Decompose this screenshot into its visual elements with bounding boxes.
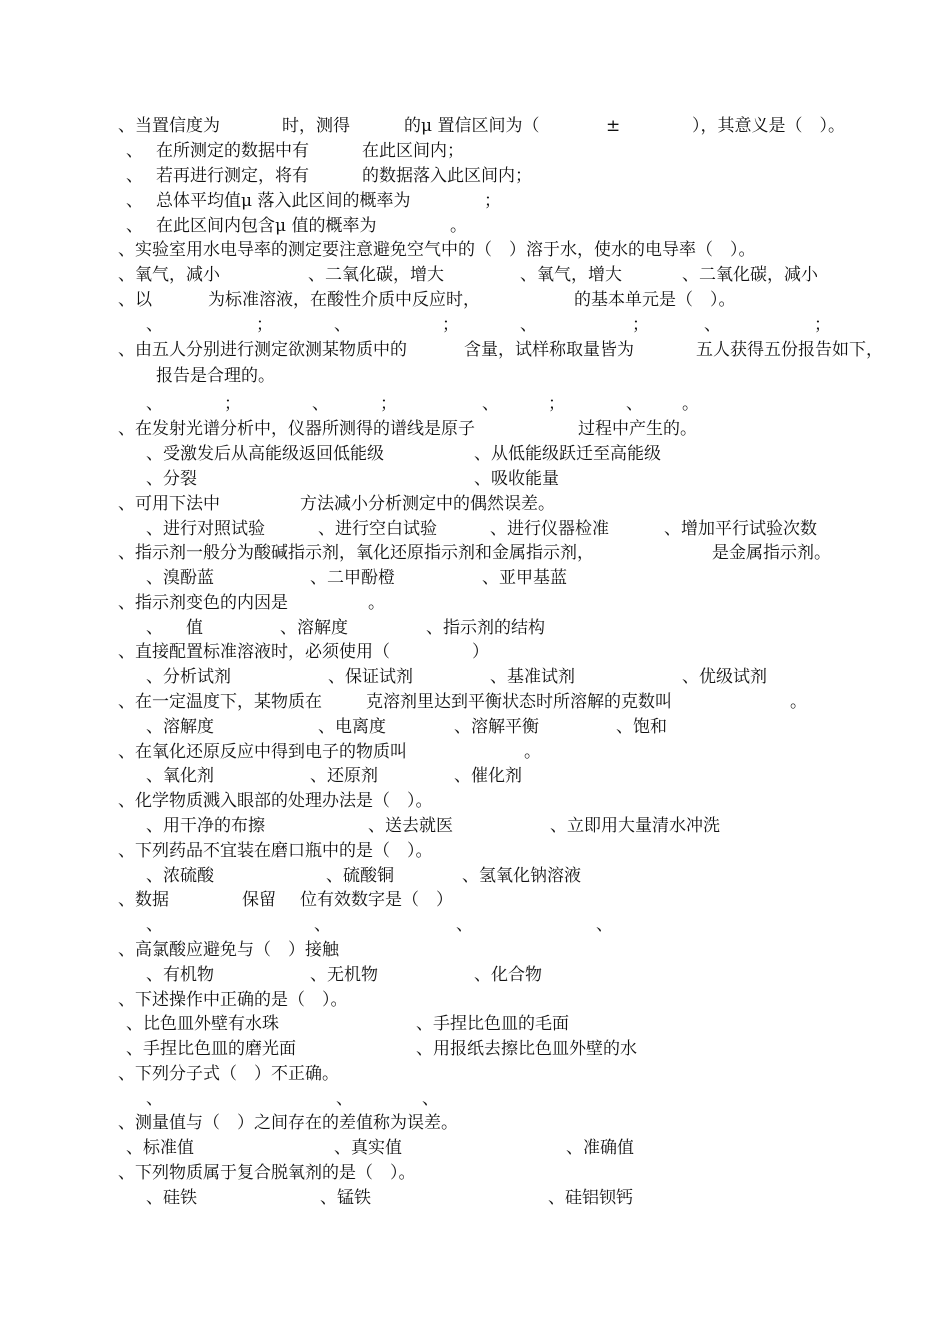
text-segment: ± — [606, 116, 621, 136]
text-segment: 、 — [596, 915, 613, 935]
text-segment: 、 — [422, 1089, 439, 1109]
text-segment: 、手捏比色皿的毛面 — [416, 1014, 569, 1034]
text-segment: 在此区间内包含μ 值的概率为 — [156, 216, 377, 236]
text-line — [0, 1161, 950, 1185]
text-segment: 、吸收能量 — [474, 469, 559, 489]
text-segment: 保留 — [242, 890, 276, 910]
text-segment: ； — [224, 394, 241, 414]
text-line — [0, 616, 950, 640]
text-segment: 、在一定温度下，某物质在 — [118, 692, 322, 712]
text-segment: 、增加平行试验次数 — [664, 519, 817, 539]
text-line — [0, 715, 950, 739]
text-segment: 。 — [368, 593, 385, 613]
text-segment: 、 — [456, 915, 473, 935]
text-line — [0, 665, 950, 689]
text-line — [0, 417, 950, 441]
text-segment: 、 — [336, 1089, 353, 1109]
text-segment: 、 — [146, 618, 163, 638]
text-segment: 、 — [520, 315, 537, 335]
text-line — [0, 1087, 950, 1111]
text-segment: 、指示剂一般分为酸碱指示剂，氧化还原指示剂和金属指示剂， — [118, 543, 594, 563]
text-segment: ； — [632, 315, 649, 335]
text-segment: 、溶解度 — [146, 717, 214, 737]
text-line — [0, 1186, 950, 1210]
text-line — [0, 517, 950, 541]
text-line — [0, 913, 950, 937]
text-segment: 、进行空白试验 — [318, 519, 437, 539]
text-segment: 、从低能级跃迁至高能级 — [474, 444, 661, 464]
text-segment: 、 — [146, 315, 163, 335]
text-line — [0, 591, 950, 615]
text-segment: 、指示剂的结构 — [426, 618, 545, 638]
text-segment: 、基准试剂 — [490, 667, 575, 687]
text-segment: 值 — [186, 618, 203, 638]
text-segment: 报告是合理的。 — [156, 366, 275, 386]
text-segment: 、高氯酸应避免与（ ）接触 — [118, 940, 339, 960]
text-segment: 方法减小分析测定中的偶然误差。 — [300, 494, 555, 514]
text-segment: 、进行对照试验 — [146, 519, 265, 539]
text-line — [0, 1037, 950, 1061]
text-segment: 五人获得五份报告如下， — [696, 340, 883, 360]
text-segment: 在此区间内； — [362, 141, 464, 161]
text-segment: 、氧气，增大 — [520, 265, 622, 285]
text-segment: 、保证试剂 — [328, 667, 413, 687]
text-segment: 、下列物质属于复合脱氧剂的是（ ）。 — [118, 1163, 416, 1183]
text-line — [0, 214, 950, 238]
text-segment: 、硅铝钡钙 — [548, 1188, 633, 1208]
text-segment: 、测量值与（ ）之间存在的差值称为误差。 — [118, 1113, 458, 1133]
text-segment: 、 — [334, 315, 351, 335]
text-line — [0, 789, 950, 813]
text-segment: 、 — [626, 394, 643, 414]
text-segment: 、在发射光谱分析中，仪器所测得的谱线是原子 — [118, 419, 475, 439]
text-segment: 、亚甲基蓝 — [482, 568, 567, 588]
text-segment: ； — [548, 394, 565, 414]
text-line — [0, 963, 950, 987]
text-segment: 、 — [126, 166, 143, 186]
text-line — [0, 740, 950, 764]
text-line — [0, 988, 950, 1012]
text-segment: 、溶解平衡 — [454, 717, 539, 737]
text-segment: 、指示剂变色的内因是 — [118, 593, 288, 613]
text-line — [0, 313, 950, 337]
text-line — [0, 814, 950, 838]
text-segment: 、 — [126, 141, 143, 161]
text-segment: 、 — [482, 394, 499, 414]
text-segment: 、下列分子式（ ）不正确。 — [118, 1064, 339, 1084]
text-segment: ； — [256, 315, 273, 335]
text-line — [0, 864, 950, 888]
text-line — [0, 764, 950, 788]
text-segment: 时，测得 — [282, 116, 350, 136]
text-segment: ），其意义是（ ）。 — [692, 116, 845, 136]
text-line — [0, 640, 950, 664]
text-line — [0, 839, 950, 863]
text-segment: 、还原剂 — [310, 766, 378, 786]
text-line — [0, 392, 950, 416]
text-segment: ） — [472, 642, 489, 662]
text-segment: 。 — [450, 216, 467, 236]
text-segment: 、用干净的布擦 — [146, 816, 265, 836]
text-line — [0, 492, 950, 516]
text-line — [0, 288, 950, 312]
text-segment: ； — [814, 315, 831, 335]
text-segment: 、实验室用水电导率的测定要注意避免空气中的（ ）溶于水，使水的电导率（ ）。 — [118, 240, 756, 260]
text-segment: 、 — [312, 394, 329, 414]
text-line — [0, 938, 950, 962]
text-segment: 、 — [146, 394, 163, 414]
text-line — [0, 238, 950, 262]
text-line — [0, 338, 950, 362]
text-segment: 、 — [314, 915, 331, 935]
text-segment: 、化合物 — [474, 965, 542, 985]
text-segment: 、用报纸去擦比色皿外壁的水 — [416, 1039, 637, 1059]
text-segment: 、二氧化碳，增大 — [308, 265, 444, 285]
text-segment: 、下述操作中正确的是（ ）。 — [118, 990, 348, 1010]
text-segment: 。 — [790, 692, 807, 712]
text-segment: 的μ 置信区间为（ — [404, 116, 540, 136]
text-segment: 、硅铁 — [146, 1188, 197, 1208]
text-segment: 、立即用大量清水冲洗 — [550, 816, 720, 836]
text-line — [0, 1136, 950, 1160]
text-segment: 的基本单元是（ ）。 — [574, 290, 736, 310]
text-segment: 、催化剂 — [454, 766, 522, 786]
text-segment: 、当置信度为 — [118, 116, 220, 136]
text-segment: 、溴酚蓝 — [146, 568, 214, 588]
text-line — [0, 364, 950, 388]
text-segment: 、化学物质溅入眼部的处理办法是（ ）。 — [118, 791, 433, 811]
text-segment: 、进行仪器检准 — [490, 519, 609, 539]
text-segment: 若再进行测定，将有 — [156, 166, 309, 186]
text-segment: 、分裂 — [146, 469, 197, 489]
text-segment: 是金属指示剂。 — [712, 543, 831, 563]
text-segment: 、 — [146, 915, 163, 935]
text-segment: 、氢氧化钠溶液 — [462, 866, 581, 886]
text-segment: 、二氧化碳，减小 — [682, 265, 818, 285]
text-segment: 、以 — [118, 290, 152, 310]
text-segment: 、下列药品不宜装在磨口瓶中的是（ ）。 — [118, 841, 433, 861]
text-segment: ； — [484, 191, 501, 211]
text-line — [0, 1062, 950, 1086]
text-segment: 过程中产生的。 — [578, 419, 697, 439]
text-line — [0, 1012, 950, 1036]
text-segment: ； — [380, 394, 397, 414]
text-segment: 在所测定的数据中有 — [156, 141, 309, 161]
text-segment: 、 — [704, 315, 721, 335]
text-line — [0, 189, 950, 213]
text-segment: 、氧气，减小 — [118, 265, 220, 285]
text-segment: 、电离度 — [318, 717, 386, 737]
text-segment: 、标准值 — [126, 1138, 194, 1158]
text-line — [0, 442, 950, 466]
text-segment: 、受激发后从高能级返回低能级 — [146, 444, 384, 464]
text-segment: 、 — [126, 191, 143, 211]
text-segment: 、准确值 — [566, 1138, 634, 1158]
text-segment: 、有机物 — [146, 965, 214, 985]
text-segment: 、锰铁 — [320, 1188, 371, 1208]
text-line — [0, 888, 950, 912]
text-segment: 、比色皿外壁有水珠 — [126, 1014, 279, 1034]
text-segment: 、 — [126, 216, 143, 236]
text-segment: 、饱和 — [616, 717, 667, 737]
text-segment: 总体平均值μ 落入此区间的概率为 — [156, 191, 411, 211]
text-segment: 、浓硫酸 — [146, 866, 214, 886]
text-segment: 含量，试样称取量皆为 — [464, 340, 634, 360]
text-segment: 、由五人分别进行测定欲测某物质中的 — [118, 340, 407, 360]
text-line — [0, 139, 950, 163]
text-segment: 、优级试剂 — [682, 667, 767, 687]
text-segment: 的数据落入此区间内； — [362, 166, 532, 186]
text-segment: 位有效数字是（ ） — [300, 890, 453, 910]
text-segment: 、手捏比色皿的磨光面 — [126, 1039, 296, 1059]
text-segment: 、数据 — [118, 890, 169, 910]
text-segment: 、 — [146, 1089, 163, 1109]
text-segment: 为标准溶液，在酸性介质中反应时， — [208, 290, 480, 310]
text-line — [0, 1111, 950, 1135]
text-line — [0, 690, 950, 714]
text-segment: 、二甲酚橙 — [310, 568, 395, 588]
text-line — [0, 114, 950, 138]
text-segment: 、分析试剂 — [146, 667, 231, 687]
text-line — [0, 263, 950, 287]
text-segment: 、溶解度 — [280, 618, 348, 638]
text-segment: 。 — [682, 394, 699, 414]
text-segment: 。 — [524, 742, 541, 762]
text-line — [0, 541, 950, 565]
text-segment: 、可用下法中 — [118, 494, 220, 514]
text-line — [0, 164, 950, 188]
text-line — [0, 467, 950, 491]
text-segment: 、无机物 — [310, 965, 378, 985]
text-segment: 、送去就医 — [368, 816, 453, 836]
text-segment: 、氧化剂 — [146, 766, 214, 786]
text-line — [0, 566, 950, 590]
text-segment: 、直接配置标准溶液时，必须使用（ — [118, 642, 390, 662]
text-segment: 、真实值 — [334, 1138, 402, 1158]
text-segment: 克溶剂里达到平衡状态时所溶解的克数叫 — [366, 692, 672, 712]
text-segment: 、硫酸铜 — [326, 866, 394, 886]
text-segment: ； — [442, 315, 459, 335]
text-segment: 、在氧化还原反应中得到电子的物质叫 — [118, 742, 407, 762]
